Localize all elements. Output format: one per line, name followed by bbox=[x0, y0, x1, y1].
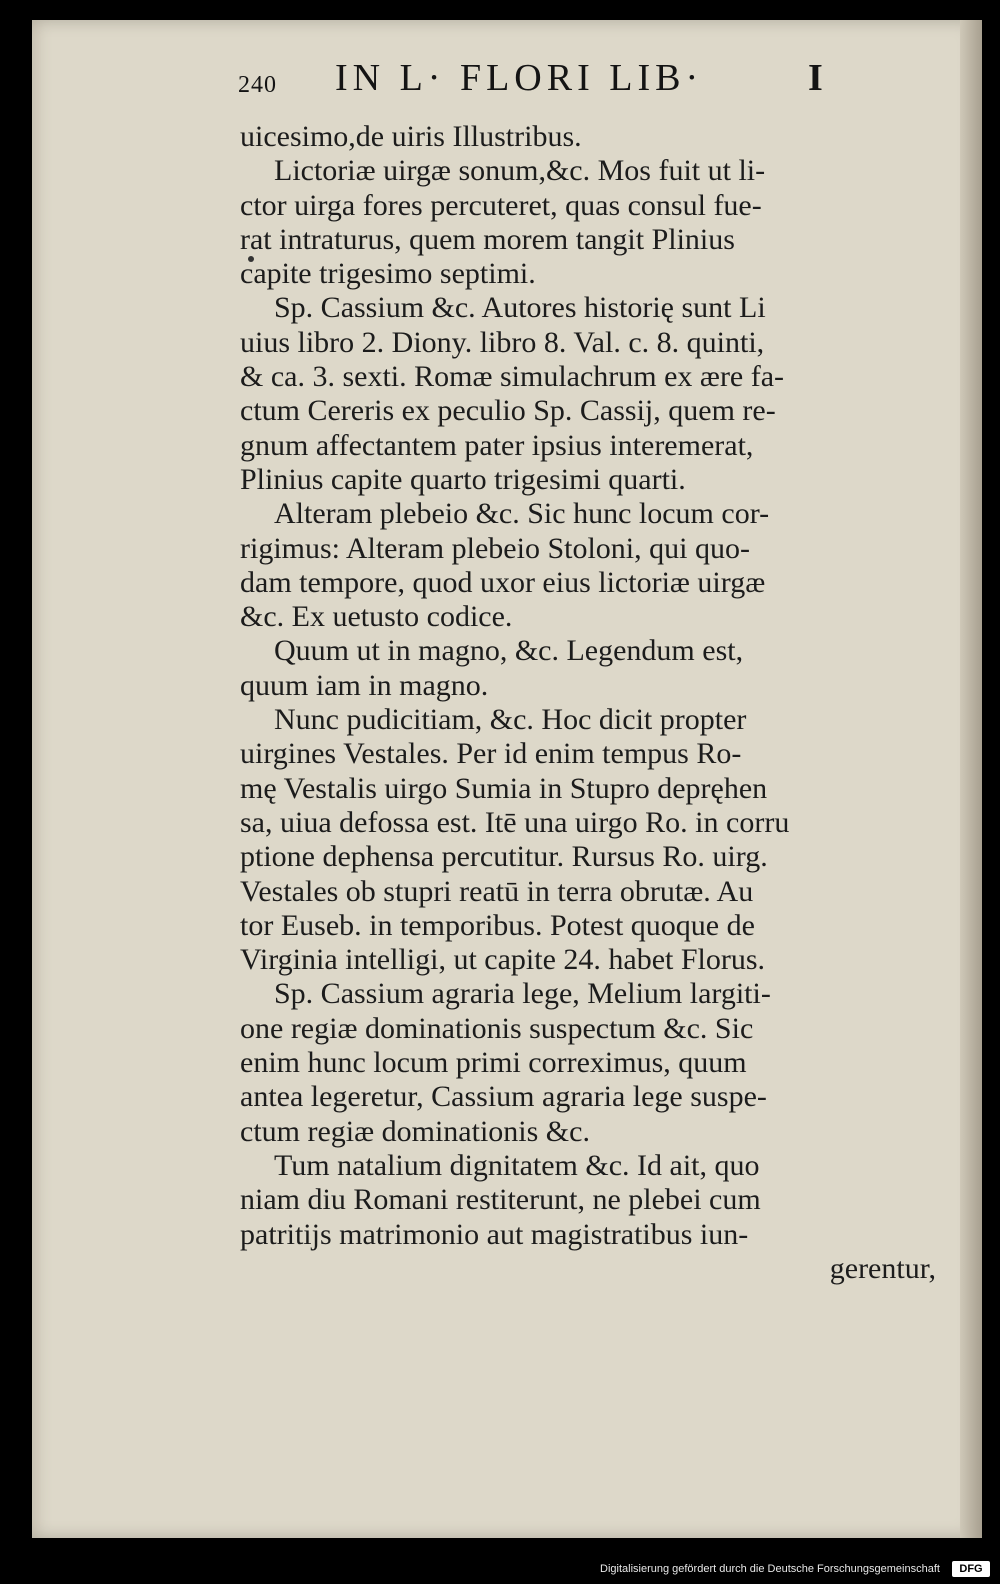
text-line: & ca. 3. sexti. Romæ simulachrum ex ære fa- bbox=[240, 360, 785, 394]
text-line: Vestales ob stupri reatū in terra obrutæ. Au bbox=[240, 874, 754, 908]
text-line: sa, uiua defossa est. Itē una uirgo Ro. in corru bbox=[240, 805, 790, 839]
text-line: &c. Ex uetusto codice. bbox=[240, 600, 513, 634]
text-line: Alteram plebeio &c. Sic hunc locum cor- bbox=[274, 497, 770, 531]
digitization-credit: Digitalisierung gefördert durch die Deutsche Forschungsgemeinschaft bbox=[600, 1563, 940, 1575]
text-line: ptione dephensa percutitur. Rursus Ro. uirg. bbox=[240, 840, 768, 874]
text-line: capite trigesimo septimi. bbox=[240, 257, 536, 291]
dfg-logo-icon: DFG bbox=[952, 1561, 990, 1577]
text-line: niam diu Romani restiterunt, ne plebei cum bbox=[240, 1183, 761, 1217]
text-line: mę Vestalis uirgo Sumia in Stupro depręhen bbox=[240, 771, 768, 805]
text-line: Quum ut in magno, &c. Legendum est, bbox=[274, 634, 744, 668]
page-number: 240 bbox=[238, 72, 277, 98]
text-line: Tum natalium dignitatem &c. Id ait, quo bbox=[274, 1148, 760, 1182]
text-line: Nunc pudicitiam, &c. Hoc dicit propter bbox=[274, 703, 747, 737]
text-line: uicesimo,de uiris Illustribus. bbox=[240, 120, 582, 153]
text-line: enim hunc locum primi correximus, quum bbox=[240, 1046, 747, 1080]
catchword: gerentur, bbox=[829, 1251, 936, 1285]
text-line: Lictoriæ uirgæ sonum,&c. Mos fuit ut li- bbox=[274, 154, 766, 188]
text-line: patritijs matrimonio aut magistratibus iun- bbox=[240, 1217, 749, 1251]
text-line: quum iam in magno. bbox=[240, 668, 489, 702]
text-line: Sp. Cassium &c. Autores historię sunt Li bbox=[274, 291, 766, 325]
text-line: Plinius capite quarto trigesimi quarti. bbox=[240, 462, 686, 496]
text-line: uius libro 2. Diony. libro 8. Val. c. 8. quinti, bbox=[240, 325, 765, 359]
text-line: gnum affectantem pater ipsius interemerat, bbox=[240, 428, 754, 462]
text-line: ctum regiæ dominationis &c. bbox=[240, 1114, 590, 1148]
text-line: ctor uirga fores percuteret, quas consul fue- bbox=[240, 188, 762, 222]
text-line: tor Euseb. in temporibus. Potest quoque de bbox=[240, 908, 755, 942]
text-line: one regiæ dominationis suspectum &c. Sic bbox=[240, 1011, 754, 1045]
text-line: ctum Cereris ex peculio Sp. Cassij, quem re- bbox=[240, 394, 776, 428]
text-line: uirgines Vestales. Per id enim tempus Ro- bbox=[240, 737, 742, 771]
text-line: antea legeretur, Cassium agraria lege suspe- bbox=[240, 1080, 767, 1114]
text-line: rat intraturus, quem morem tangit Plinius bbox=[240, 222, 735, 256]
book-mark: I bbox=[808, 57, 828, 99]
text-line: dam tempore, quod uxor eius lictoriæ uirgæ bbox=[240, 565, 766, 599]
body-text bbox=[240, 120, 936, 1286]
text-line: Virginia intelligi, ut capite 24. habet Florus. bbox=[240, 943, 766, 977]
running-title: IN L· FLORI LIB· bbox=[335, 57, 704, 99]
page-gutter-shadow bbox=[960, 20, 982, 1538]
text-line: rigimus: Alteram plebeio Stoloni, qui quo- bbox=[240, 531, 750, 565]
running-header bbox=[238, 56, 878, 116]
text-line: Sp. Cassium agraria lege, Melium largiti- bbox=[274, 977, 771, 1011]
